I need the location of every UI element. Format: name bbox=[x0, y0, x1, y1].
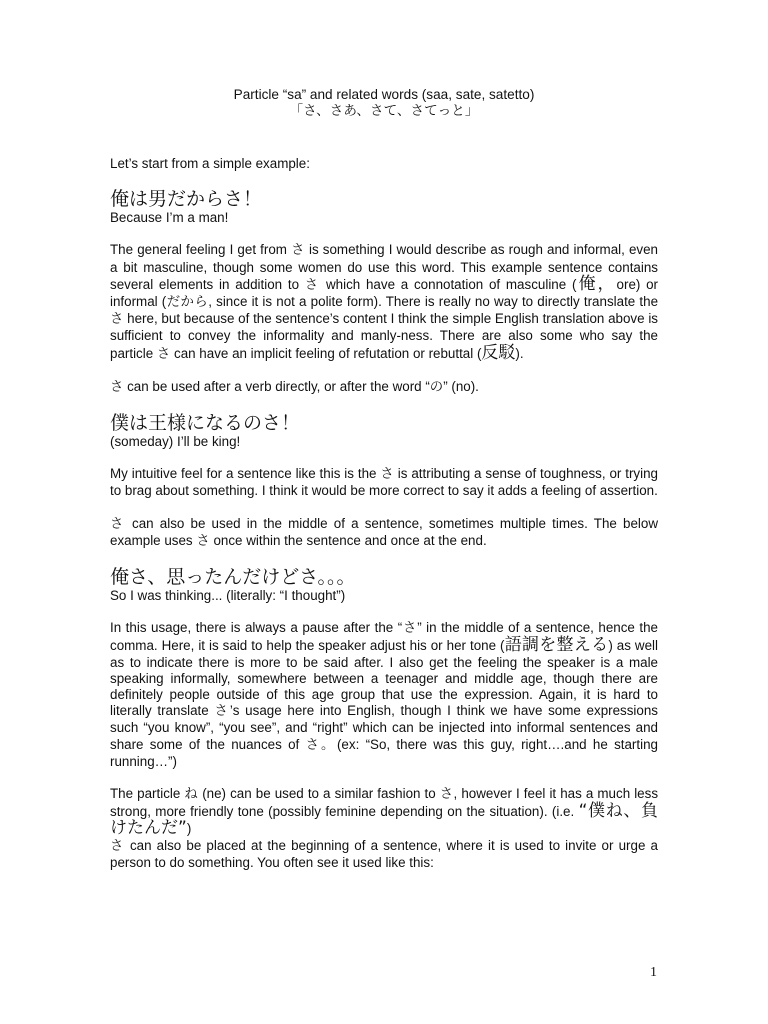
document-subtitle: 「さ、さあ、さて、さてっと」 bbox=[289, 103, 479, 119]
example-2-japanese: 僕は王様になるのさ！ bbox=[110, 412, 301, 435]
example-3-translation: So I was thinking... (literally: “I thought”) bbox=[110, 588, 346, 604]
paragraph-7: さ can also be placed at the beginning of a sentence, where it is used to invite or urge a person to do something. You often see it used like this: bbox=[110, 837, 658, 870]
intro-text: Let’s start from a simple example: bbox=[110, 156, 310, 171]
paragraph-1: The general feeling I get from さ is something I would describe as rough and informal, even a bit masculine, though some women do use this word. This example sentence contains several elements in addition to さ which have a connotation of masculine (俺，ore) or informal (だから, since it is not a polite form). There is really no way to directly translate the さ here, but because of the sentence’s content I think the simple English translation above is sufficient to convey the informality and manly-ness. There are also some who say the particle さ can have an implicit feeling of refutation or rebuttal (反駁). bbox=[110, 242, 659, 363]
paragraph-4: さ can also be used in the middle of a sentence, sometimes multiple times. The below example uses さ once within the sentence and once at the end. bbox=[110, 515, 659, 549]
document-title: Particle “sa” and related words (saa, sate, satetto) bbox=[233, 87, 535, 102]
example-1-translation: Because I’m a man! bbox=[110, 210, 229, 226]
paragraph-2: さ can be used after a verb directly, or after the word “の” (no). bbox=[110, 378, 479, 395]
example-1-japanese: 俺は男だからさ！ bbox=[110, 188, 263, 211]
paragraph-5: In this usage, there is always a pause after the “さ” in the middle of a sentence, hence the comma. Here, it is said to help the speaker adjust his or her tone (語調を整える) as well as to indicate there is more to be said after. I also get the feeling the speaker is a male speaking informally, somewhere between a teenager and middle age, though there are definitely people outside of this age group that use the expression. Again, it is hard to literally translate さ’s usage here into English, though I think we have some expressions such “you know”, “you see”, and “right” which can be injected into informal sentences and share some of the nuances of さ。(ex: “So, there was this guy, right….and he starting running…”) bbox=[110, 620, 659, 769]
document-page bbox=[110, 86, 658, 871]
paragraph-6: The particle ね (ne) can be used to a similar fashion to さ, however I feel it has a much less strong, more friendly tone (possibly feminine depending on the situation). (i.e. “僕ね、負けたんだ”) bbox=[110, 786, 659, 839]
example-3-japanese: 俺さ、思ったんだけどさ。。。 bbox=[110, 566, 356, 589]
example-2-translation: (someday) I’ll be king! bbox=[110, 434, 241, 450]
page-number: 1 bbox=[650, 965, 657, 980]
paragraph-3: My intuitive feel for a sentence like this is the さ is attributing a sense of toughness, or trying to brag about something. I think it would be more correct to say it adds a feeling of assertion. bbox=[110, 466, 658, 499]
